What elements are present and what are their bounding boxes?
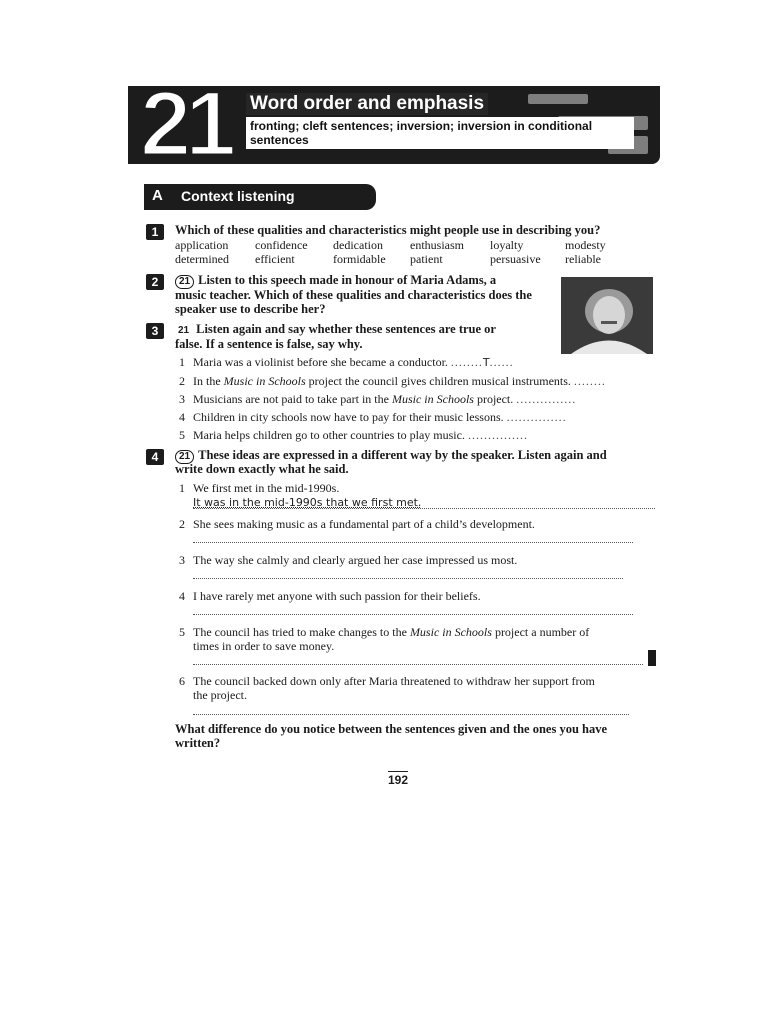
answer-blank[interactable]: T — [482, 356, 490, 369]
exercise-number-4: 4 — [146, 449, 164, 465]
exercise-2-line-1: 21 Listen to this speech made in honour of Maria Adams, a — [175, 273, 496, 289]
quality-word: formidable — [333, 252, 386, 266]
true-false-item: 3 Musicians are not paid to take part in the Music in Schools project. ............... — [179, 392, 577, 406]
quality-word: enthusiasm — [410, 238, 464, 252]
exercise-number-1: 1 — [146, 224, 164, 240]
teacher-photo — [561, 277, 653, 354]
answer-line[interactable] — [193, 664, 643, 665]
rewrite-item-continued: the project. — [193, 688, 247, 702]
exercise-number-2: 2 — [146, 274, 164, 290]
portrait-image — [561, 277, 653, 354]
audio-track-badge: 21 — [175, 275, 194, 289]
rewrite-item: 2 She sees making music as a fundamental part of a child’s development. — [179, 517, 535, 531]
quality-word: efficient — [255, 252, 295, 266]
answer-line[interactable] — [193, 542, 633, 543]
answer-blank[interactable]: ........ — [573, 374, 606, 388]
quality-word: loyalty — [490, 238, 524, 252]
true-false-item: 5 Maria helps children go to other countries to play music. ............... — [179, 428, 528, 442]
section-letter: A — [152, 187, 163, 204]
answer-line[interactable] — [193, 578, 623, 579]
rewrite-item: 5 The council has tried to make changes to the Music in Schools project a number of — [179, 625, 590, 639]
unit-title: Word order and emphasis — [246, 93, 488, 115]
rewrite-item: 6 The council backed down only after Maria threatened to withdraw her support from — [179, 674, 595, 688]
true-false-item: 4 Children in city schools now have to pay for their music lessons. ............... — [179, 410, 567, 424]
unit-subtitle: fronting; cleft sentences; inversion; inversion in conditional sentences — [246, 117, 634, 149]
answer-line[interactable] — [193, 508, 655, 509]
rewrite-item: 1 We first met in the mid-1990s. — [179, 481, 340, 495]
exercise-1-question: Which of these qualities and characteristics might people use in describing you? — [175, 223, 601, 237]
exercise-4-line-2: write down exactly what he said. — [175, 462, 349, 476]
quality-word: dedication — [333, 238, 383, 252]
scan-mark — [648, 650, 656, 666]
exercise-3-line-1: 21 Listen again and say whether these sentences are true or — [175, 322, 496, 337]
exercise-number-3: 3 — [146, 323, 164, 339]
exercise-2-line-3: speaker use to describe her? — [175, 302, 326, 316]
unit-number: 21 — [140, 73, 231, 175]
exercise-2-line-2: music teacher. Which of these qualities and characteristics does the — [175, 288, 532, 302]
rewrite-item-continued: times in order to save money. — [193, 639, 335, 653]
quality-word: patient — [410, 252, 443, 266]
reflection-question: What difference do you notice between the sentences given and the ones you have written? — [175, 722, 608, 750]
answer-blank[interactable]: ............... — [516, 392, 577, 406]
rewrite-item: 3 The way she calmly and clearly argued her case impressed us most. — [179, 553, 518, 567]
answer-line[interactable] — [193, 714, 629, 715]
quality-word: reliable — [565, 252, 601, 266]
true-false-item: 2 In the Music in Schools project the council gives children musical instruments. ........ — [179, 374, 606, 388]
quality-word: determined — [175, 252, 229, 266]
quality-word: persuasive — [490, 252, 541, 266]
exercise-4-line-1: 21 These ideas are expressed in a different way by the speaker. Listen again and — [175, 448, 607, 464]
quality-word: application — [175, 238, 229, 252]
quality-word: confidence — [255, 238, 308, 252]
answer-blank[interactable]: ............... — [506, 410, 567, 424]
page-number: 192 — [388, 773, 409, 787]
section-title: Context listening — [181, 188, 295, 204]
handwritten-answer: It was in the mid-1990s that we first met. — [193, 496, 422, 509]
rewrite-item: 4 I have rarely met anyone with such passion for their beliefs. — [179, 589, 481, 603]
true-false-item: 1 Maria was a violinist before she became a conductor. ........T...... — [179, 355, 514, 369]
audio-track-badge: 21 — [175, 450, 194, 464]
audio-track-badge: 21 — [178, 325, 190, 336]
answer-blank[interactable]: ............... — [467, 428, 528, 442]
answer-line[interactable] — [193, 614, 633, 615]
exercise-3-line-2: false. If a sentence is false, say why. — [175, 337, 363, 351]
quality-word: modesty — [565, 238, 606, 252]
